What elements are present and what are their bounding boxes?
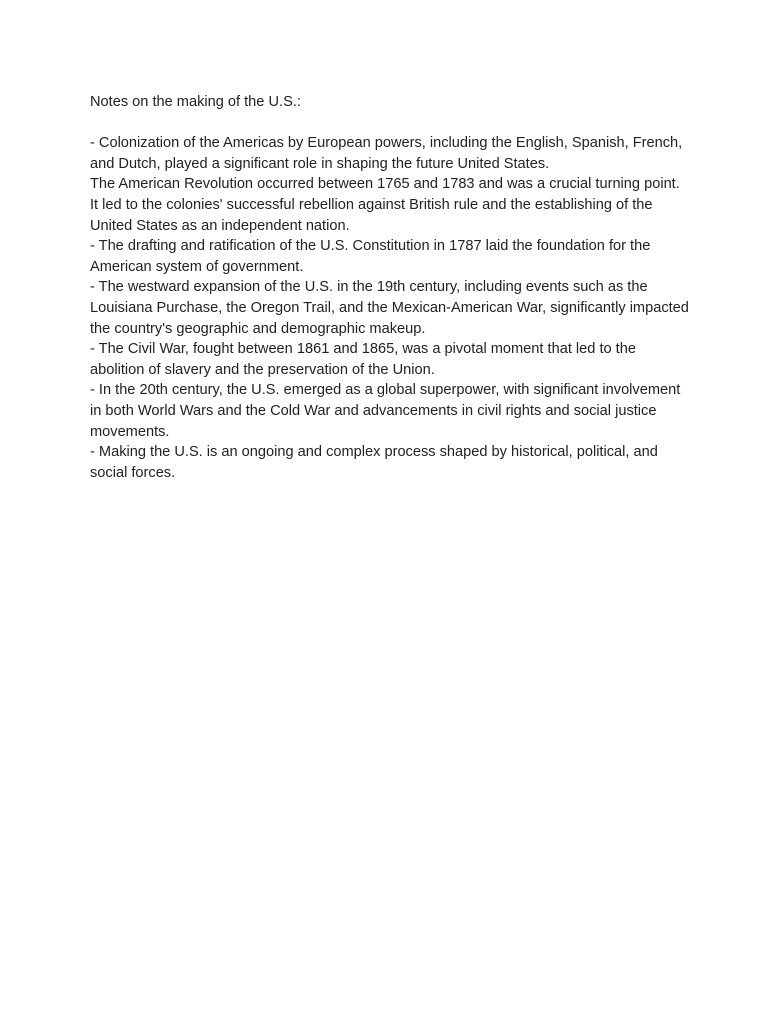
document-title: Notes on the making of the U.S.: <box>90 94 301 110</box>
paragraph-westward-expansion: - The westward expansion of the U.S. in the 19th century, including events such as the Louisiana Purchase, the Oregon Trail, and the Mexican-American War, significantly impacted the country's geographic and demographic makeup. <box>90 279 689 337</box>
paragraph-20th-century: - In the 20th century, the U.S. emerged as a global superpower, with significant involvement in both World Wars and the Cold War and advancements in civil rights and social justice movements. <box>90 382 681 440</box>
paragraph-revolution: The American Revolution occurred between 1765 and 1783 and was a crucial turning point. It led to the colonies' successful rebellion against British rule and the establishing of the United States as an independent nation. <box>90 176 680 234</box>
paragraph-colonization: - Colonization of the Americas by European powers, including the English, Spanish, French, and Dutch, played a significant role in shaping the future United States. <box>90 135 683 172</box>
document-body <box>90 92 690 483</box>
paragraph-civil-war: - The Civil War, fought between 1861 and 1865, was a pivotal moment that led to the abolition of slavery and the preservation of the Union. <box>90 341 636 378</box>
paragraph-constitution: - The drafting and ratification of the U.S. Constitution in 1787 laid the foundation for the American system of government. <box>90 238 651 275</box>
paragraph-ongoing-process: - Making the U.S. is an ongoing and complex process shaped by historical, political, and social forces. <box>90 444 658 481</box>
